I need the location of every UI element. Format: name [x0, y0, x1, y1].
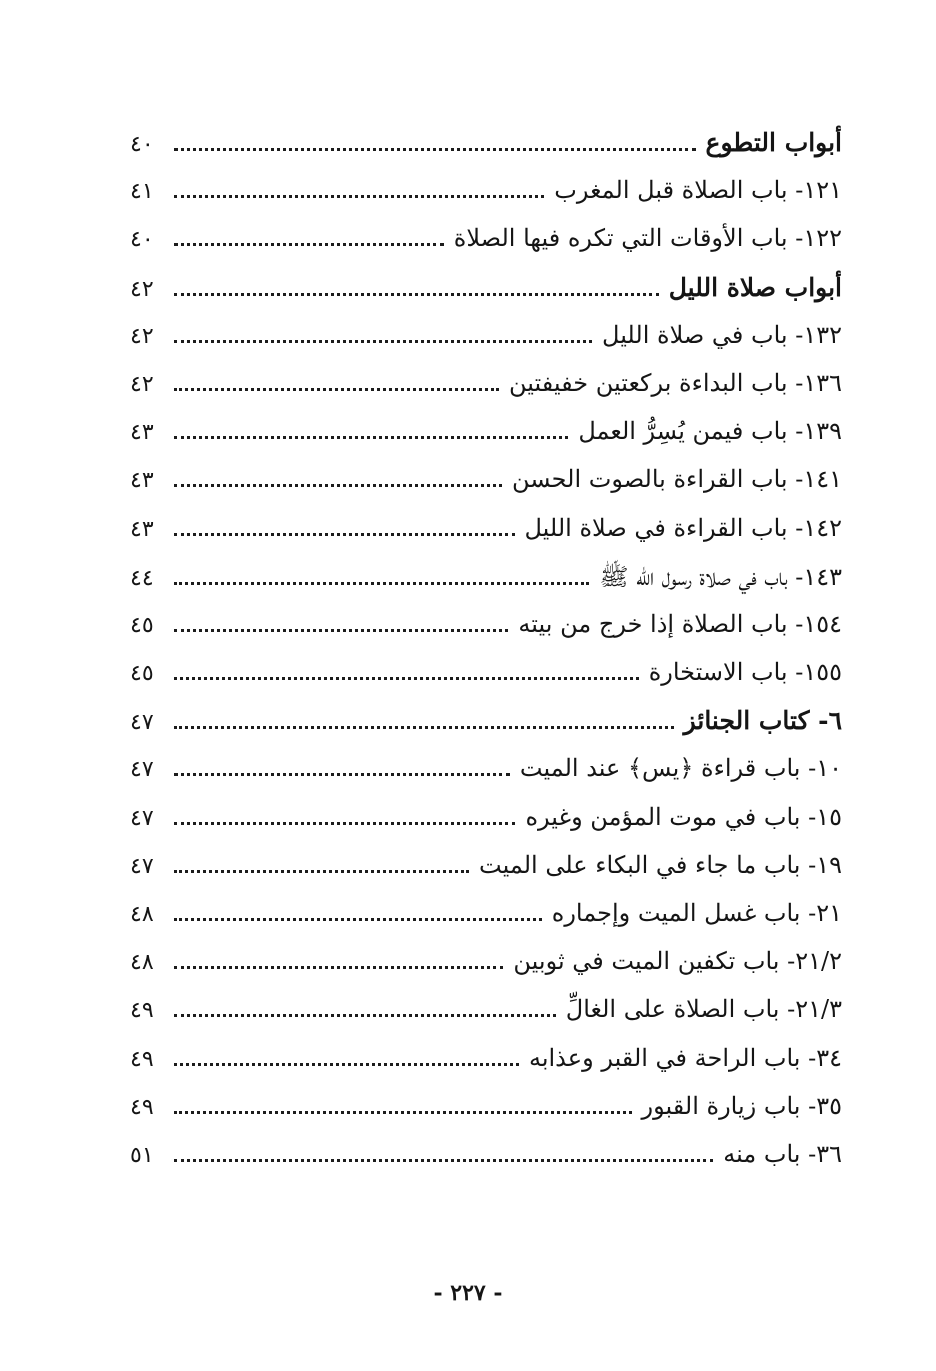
table-of-contents	[130, 122, 842, 1182]
toc-entry-title: ١٤١- باب القراءة بالصوت الحسن	[511, 465, 842, 494]
toc-page-number: ٤٧	[130, 805, 154, 831]
toc-entry-title: ٦- كتاب الجنائز	[683, 706, 842, 736]
toc-entry-title: ٣٦- باب منه	[723, 1139, 842, 1168]
toc-entry-title: ٣٤- باب الراحة في القبر وعذابه	[528, 1043, 842, 1072]
toc-entry-title: أبواب التطوع	[705, 128, 842, 157]
toc-entry-title: ١٠- باب قراءة ﴿يس﴾ عند الميت	[519, 754, 842, 783]
toc-page-number: ٤٩	[130, 1094, 154, 1120]
page-number-footer: - ٢٢٧ -	[433, 1280, 503, 1306]
toc-page-number: ٤٩	[130, 1046, 154, 1072]
toc-entry	[130, 845, 842, 893]
toc-page-number: ٤٤	[130, 565, 154, 591]
dot-leader	[174, 195, 544, 198]
dot-leader	[174, 148, 696, 151]
dot-leader	[174, 1014, 556, 1017]
toc-page-number: ٤٧	[130, 853, 154, 879]
toc-entry	[130, 797, 842, 845]
toc-entry	[130, 411, 842, 459]
toc-entry	[130, 508, 842, 556]
dot-leader	[174, 677, 639, 680]
toc-entry	[130, 1134, 842, 1182]
toc-entry	[130, 267, 842, 315]
toc-entry	[130, 170, 842, 218]
dot-leader	[174, 243, 444, 246]
toc-entry-title: ١٢١- باب الصلاة قبل المغرب	[554, 176, 842, 205]
dot-leader	[174, 822, 515, 825]
toc-page-number: ٤٣	[130, 420, 154, 446]
toc-entry	[130, 748, 842, 796]
toc-entry-title: ٢١/٣- باب الصلاة على الغالِّ	[565, 995, 842, 1024]
toc-entry-title: ٢١/٢- باب تكفين الميت في ثوبين	[513, 947, 842, 976]
toc-entry-title: ١٣٢- باب في صلاة الليل	[602, 320, 842, 349]
dot-leader	[174, 436, 568, 439]
toc-entry	[130, 941, 842, 989]
toc-page-number: ٤٣	[130, 516, 154, 542]
toc-page-number: ٤٧	[130, 757, 154, 783]
dot-leader	[174, 340, 592, 343]
dot-leader	[174, 582, 589, 585]
dot-leader	[174, 773, 510, 776]
toc-entry	[130, 1086, 842, 1134]
toc-page-number: ٤٠	[130, 132, 154, 157]
toc-page-number: ٤٢	[130, 276, 154, 302]
toc-page-number: ٤٨	[130, 902, 154, 927]
toc-page-number: ٤٨	[130, 950, 154, 976]
dot-leader	[174, 918, 542, 921]
toc-page-number: ٤٧	[130, 710, 154, 736]
toc-entry	[130, 363, 842, 411]
toc-entry-title: ١٣٩- باب فيمن يُسِرُّ العمل	[578, 417, 842, 446]
toc-entry-title: ١٤٣- باب في صلاة رسول الله ﷺ	[599, 562, 842, 591]
toc-page-number: ٥١	[130, 1142, 154, 1168]
toc-entry-title: ٣٥- باب زيارة القبور	[641, 1091, 842, 1120]
toc-page-number: ٤٩	[130, 998, 154, 1024]
toc-page-number: ٤١	[130, 179, 154, 205]
toc-page-number: ٤٢	[130, 323, 154, 349]
toc-entry-title: ١٩- باب ما جاء في البكاء على الميت	[479, 850, 842, 879]
toc-entry	[130, 459, 842, 507]
dot-leader	[174, 293, 659, 296]
toc-entry-title: ١٣٦- باب البداءة بركعتين خفيفتين	[508, 368, 842, 397]
toc-entry-title: ١٥٥- باب الاستخارة	[648, 658, 842, 687]
dot-leader	[174, 966, 503, 969]
toc-entry	[130, 218, 842, 266]
toc-entry	[130, 700, 842, 748]
toc-page-number: ٤٥	[130, 612, 154, 638]
dot-leader	[174, 726, 674, 729]
toc-entry	[130, 652, 842, 700]
toc-entry	[130, 122, 842, 170]
toc-page-number: ٤٠	[130, 227, 154, 253]
toc-page-number: ٤٢	[130, 371, 154, 397]
toc-entry	[130, 315, 842, 363]
toc-entry	[130, 604, 842, 652]
toc-entry	[130, 893, 842, 941]
dot-leader	[174, 629, 508, 632]
toc-entry	[130, 1038, 842, 1086]
toc-page-number: ٤٥	[130, 661, 154, 687]
dot-leader	[174, 1159, 713, 1162]
toc-entry-title: ١٢٢- باب الأوقات التي تكره فيها الصلاة	[453, 224, 842, 253]
dot-leader	[174, 388, 499, 391]
toc-page-number: ٤٣	[130, 468, 154, 494]
dot-leader	[174, 1063, 519, 1066]
toc-entry-title: أبواب صلاة الليل	[668, 272, 842, 302]
toc-entry-title: ١٥- باب في موت المؤمن وغيره	[525, 802, 842, 831]
dot-leader	[174, 870, 469, 873]
dot-leader	[174, 1111, 632, 1114]
dot-leader	[174, 484, 502, 487]
toc-entry-title: ١٥٤- باب الصلاة إذا خرج من بيته	[518, 609, 842, 638]
dot-leader	[174, 533, 515, 536]
toc-entry-title: ٢١- باب غسل الميت وإجماره	[551, 899, 842, 927]
toc-entry-title: ١٤٢- باب القراءة في صلاة الليل	[524, 513, 842, 542]
toc-entry	[130, 556, 842, 604]
toc-entry	[130, 989, 842, 1037]
